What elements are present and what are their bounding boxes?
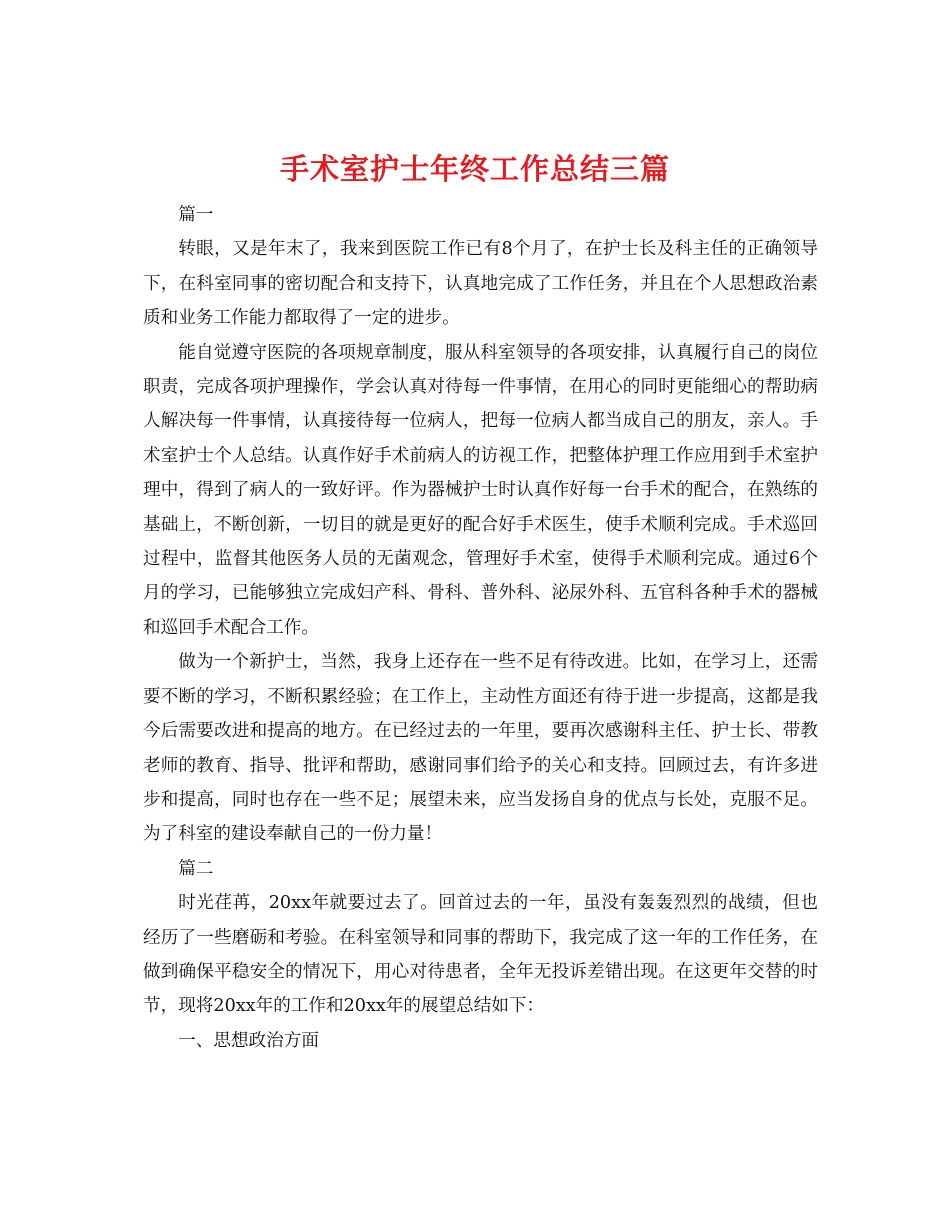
subsection-heading: 一、思想政治方面: [178, 1030, 319, 1051]
paragraph: 能自觉遵守医院的各项规章制度，服从科室领导的各项安排，认真履行自己的岗位职责，完成各项护理操作，学会认真对待每一件事情，在用心的同时更能细心的帮助病人解决每一件事情，认真接待每一位病人，把每一位病人都当成自己的朋友，亲人。手术室护士个人总结。认真作好手术前病人的访视工作，把整体护理工作应用到手术室护理中，得到了病人的一致好评。作为器械护士时认真作好每一台手术的配合，在熟练的基础上，不断创新，一切目的就是更好的配合好手术医生，使手术顺利完成。手术巡回过程中，监督其他医务人员的无菌观念，管理好手术室，使得手术顺利完成。通过6个月的学习，已能够独立完成妇产科、骨科、普外科、泌尿外科、五官科各种手术的器械和巡回手术配合工作。: [143, 342, 818, 638]
section-heading-2: 篇二: [178, 858, 214, 879]
paragraph: 转眼，又是年末了，我来到医院工作已有8个月了，在护士长及科主任的正确领导下，在科室同事的密切配合和支持下，认真地完成了工作任务，并且在个人思想政治素质和业务工作能力都取得了一定的进步。: [143, 239, 818, 329]
document-title: 手术室护士年终工作总结三篇: [279, 152, 670, 187]
document-body: [143, 198, 818, 1058]
section-heading-1: 篇一: [178, 205, 214, 225]
paragraph: 做为一个新护士，当然，我身上还存在一些不足有待改进。比如，在学习上，还需要不断的学习，不断积累经验；在工作上，主动性方面还有待于进一步提高，这都是我今后需要改进和提高的地方。在已经过去的一年里，要再次感谢科主任、护士长、带教老师的教育、指导、批评和帮助，感谢同事们给予的关心和支持。回顾过去，有许多进步和提高，同时也存在一些不足；展望未来，应当发扬自身的优点与长处，克服不足。为了科室的建设奉献自己的一份力量！: [143, 652, 818, 845]
paragraph: 时光荏苒，20xx年就要过去了。回首过去的一年，虽没有轰轰烈烈的战绩，但也经历了一些磨砺和考验。在科室领导和同事的帮助下，我完成了这一年的工作任务，在做到确保平稳安全的情况下，用心对待患者，全年无投诉差错出现。在这更年交替的时节，现将20xx年的工作和20xx年的展望总结如下：: [143, 893, 818, 1017]
